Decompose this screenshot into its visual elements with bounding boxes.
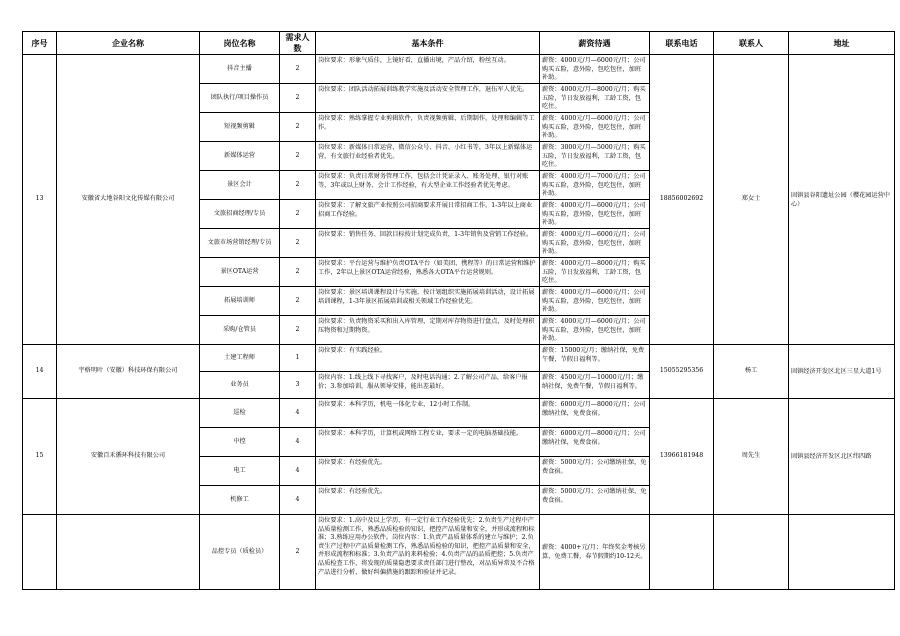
header-row xyxy=(23,32,895,55)
position-cell: 拓展培训师 xyxy=(200,287,280,316)
phone-cell: 13966181948 xyxy=(650,399,714,515)
requirements-cell: 岗位要求：熟练掌握专业剪辑软件，负责视频剪辑、后期制作，处理和编辑等工作。 xyxy=(316,113,540,142)
table-row xyxy=(23,55,895,84)
header-position: 岗位名称 xyxy=(200,32,280,55)
company-name-cell: 安徽百禾循环科技有限公司 xyxy=(57,399,200,515)
requirements-cell: 岗位要求：景区培训课程设计与实施，按计划组织实施拓展培训活动，设计拓展培训课程，1-3年景区拓展培训或相关领域工作经验优先。 xyxy=(316,287,540,316)
contact-cell: 周先生 xyxy=(714,399,789,515)
header-address: 地址 xyxy=(789,32,895,55)
position-cell: 文旅市场营销经理/专员 xyxy=(200,229,280,258)
requirements-cell: 岗位要求：负责物资采买和出入库管理，定期对库存物资进行盘点，及时处理积压物资和过期物资。 xyxy=(316,316,540,345)
table-row xyxy=(23,515,895,590)
salary-cell: 薪资：6000元/月—8000元/月；公司缴纳社保，免费食宿。 xyxy=(540,428,650,457)
requirements-cell: 岗位要求：平台运营与维护负责OTA平台（如美团、携程等）的日常运营和维护工作，2年以上景区OTA运营经验，熟悉各大OTA平台运营规则。 xyxy=(316,258,540,287)
header-company: 企业名称 xyxy=(57,32,200,55)
phone-cell xyxy=(650,515,714,590)
requirements-cell: 岗位要求：本科学历，计算机或网络工程专业，要求一定的电脑基础技能。 xyxy=(316,428,540,457)
contact-cell: 杨工 xyxy=(714,345,789,399)
salary-cell: 薪资：5000元/月；公司缴纳社保，免费食宿。 xyxy=(540,457,650,486)
position-cell: 土建工程师 xyxy=(200,345,280,372)
header-seq: 序号 xyxy=(23,32,57,55)
salary-cell: 薪资：4000元/月—6000元/月；公司购买五险，意外险，包吃包住，加班补助。 xyxy=(540,55,650,84)
address-cell: 固镇经济开发区北区三星大道1号 xyxy=(789,345,895,399)
position-cell: 景区OTA运营 xyxy=(200,258,280,287)
requirements-cell: 岗位内容：1.线上线下寻找客户，及时电话沟通；2.了解公司产品，给客户报价；3.参加培训，服从领导安排，能出差最好。 xyxy=(316,372,540,399)
seq-cell: 13 xyxy=(23,55,57,345)
header-phone: 联系电话 xyxy=(650,32,714,55)
salary-cell: 薪资：4000元/月—6000元/月；公司购买五险，意外险，包吃包住，加班补助。 xyxy=(540,113,650,142)
count-cell: 2 xyxy=(280,316,316,345)
requirements-cell: 岗位要求：有实践经验。 xyxy=(316,345,540,372)
requirements-cell: 岗位要求：本科学历，机电一体化专业，12小时工作制。 xyxy=(316,399,540,428)
position-cell: 业务员 xyxy=(200,372,280,399)
company-name-cell: 宇格明叶（安徽）科技环保有限公司 xyxy=(57,345,200,399)
position-cell: 抖音主播 xyxy=(200,55,280,84)
position-cell: 新媒体运营 xyxy=(200,142,280,171)
count-cell: 2 xyxy=(280,200,316,229)
requirements-cell: 岗位要求：有经验优先。 xyxy=(316,457,540,486)
salary-cell: 薪资：4000元/月—6000元/月；公司购买五险，意外险，包吃包住，加班补助。 xyxy=(540,316,650,345)
count-cell: 4 xyxy=(280,428,316,457)
company-name-cell xyxy=(57,515,200,590)
salary-cell: 薪资：4000元/月—8000元/月；购买五险，节日发放福利，工龄工资，包吃住。 xyxy=(540,258,650,287)
position-cell: 文旅招商经理/专员 xyxy=(200,200,280,229)
requirements-cell: 岗位要求：新媒体日常运营，微信公众号、抖音、小红书等，3年以上新媒体运营，有文旅行业经验者优先。 xyxy=(316,142,540,171)
company-name-cell: 安徽省大地谷阳文化传媒有限公司 xyxy=(57,55,200,345)
count-cell: 2 xyxy=(280,171,316,200)
salary-cell: 薪资：15000元/月；缴纳社保，免费午餐，节假日福利等。 xyxy=(540,345,650,372)
count-cell: 2 xyxy=(280,287,316,316)
salary-cell: 薪资：4000元/月—8000元/月；购买五险，节日发放福利，工龄工资，包吃住。 xyxy=(540,84,650,113)
salary-cell: 薪资：4000元/月—7000元/月；公司购买五险，意外险，包吃包住，加班补助。 xyxy=(540,171,650,200)
salary-cell: 薪资：3000元/月—5000元/月；购买五险，节日发放福利，工龄工资，包吃住。 xyxy=(540,142,650,171)
requirements-cell: 岗位要求：1.高中及以上学历，有一定行业工作经验优先；2.负责生产过程中产品质量检测工作，熟悉品质检验的知识，把控产品质量和安全，并形成流程和标准；3.熟练应用办公软件。岗位内容：1.负责产品质量体系的建立与维护；2.负责生产过程中产品质量检测工作，熟悉品质检验的知识，把控产品质量和安全，并形成流程和标准；3.负责产品的来料检验；4.负责产品的品质把控；5.负责产品质检查工作，将发现的质量隐患要求责任部门进行整改，对品质异常及不合格产品进行分析，做好纠偏措施的跟踪和验证并记录。 xyxy=(316,515,540,590)
requirements-cell: 岗位要求：销售任务、回款目标按计划完成负责，1-3年销售及营销工作经验。 xyxy=(316,229,540,258)
count-cell: 2 xyxy=(280,229,316,258)
table-row xyxy=(23,399,895,428)
count-cell: 1 xyxy=(280,345,316,372)
header-contact: 联系人 xyxy=(714,32,789,55)
position-cell: 采购/仓管员 xyxy=(200,316,280,345)
header-salary: 薪资待遇 xyxy=(540,32,650,55)
requirements-cell: 岗位要求：了解文旅产业按照公司招商要求开展日常招商工作，1-3年以上商业招商工作经验。 xyxy=(316,200,540,229)
count-cell: 2 xyxy=(280,515,316,590)
table-row xyxy=(23,345,895,372)
salary-cell: 薪资：5000元/月；公司缴纳社保，免费食宿。 xyxy=(540,486,650,515)
salary-cell: 薪资：4000+元/月；年终奖金考核另算，免费工餐，春节假期约10-12天。 xyxy=(540,515,650,590)
seq-cell: 14 xyxy=(23,345,57,399)
requirements-cell: 岗位要求：形象气质佳，上镜好看，直播出境，产品介绍，粉丝互动。 xyxy=(316,55,540,84)
header-requirements: 基本条件 xyxy=(316,32,540,55)
count-cell: 3 xyxy=(280,372,316,399)
contact-cell: 郑女士 xyxy=(714,55,789,345)
salary-cell: 薪资：4500元/月—10000元/月；缴纳社保，免费午餐，节假日福利等。 xyxy=(540,372,650,399)
count-cell: 2 xyxy=(280,113,316,142)
salary-cell: 薪资：4000元/月—6000元/月；公司购买五险，意外险，包吃包住，加班补助。 xyxy=(540,287,650,316)
address-cell: 固镇县谷阳遗址公园（樱花园运营中心） xyxy=(789,55,895,345)
count-cell: 4 xyxy=(280,457,316,486)
count-cell: 4 xyxy=(280,399,316,428)
count-cell: 2 xyxy=(280,142,316,171)
salary-cell: 薪资：4000元/月—6000元/月；公司购买五险，意外险，包吃包住，加班补助。 xyxy=(540,200,650,229)
header-count: 需求人数 xyxy=(280,32,316,55)
address-cell xyxy=(789,515,895,590)
salary-cell: 薪资：4000元/月—6000元/月；公司购买五险，意外险，包吃包住，加班补助。 xyxy=(540,229,650,258)
requirements-cell: 岗位要求：有经验优先。 xyxy=(316,486,540,515)
count-cell: 2 xyxy=(280,258,316,287)
seq-cell xyxy=(23,515,57,590)
job-table xyxy=(22,31,895,590)
contact-cell xyxy=(714,515,789,590)
phone-cell: 18856002692 xyxy=(650,55,714,345)
count-cell: 2 xyxy=(280,84,316,113)
position-cell: 中控 xyxy=(200,428,280,457)
position-cell: 团队执行/项目操作员 xyxy=(200,84,280,113)
position-cell: 电工 xyxy=(200,457,280,486)
position-cell: 景区会计 xyxy=(200,171,280,200)
count-cell: 4 xyxy=(280,486,316,515)
requirements-cell: 岗位要求：团队活动拓展训练教学实施及活动安全管理工作，退伍军人优先。 xyxy=(316,84,540,113)
phone-cell: 15055295356 xyxy=(650,345,714,399)
address-cell: 固镇县经济开发区北区纬四路 xyxy=(789,399,895,515)
seq-cell: 15 xyxy=(23,399,57,515)
position-cell: 巡检 xyxy=(200,399,280,428)
salary-cell: 薪资：6000元/月—8000元/月；公司缴纳社保，免费食宿。 xyxy=(540,399,650,428)
requirements-cell: 岗位要求：负责日常财务管理工作，包括会计凭证录入、账务处理、银行对账等，3年或以上财务、会计工作经验，有大型企业工作经验者优先考虑。 xyxy=(316,171,540,200)
position-cell: 机修工 xyxy=(200,486,280,515)
position-cell: 品控专员（质检员） xyxy=(200,515,280,590)
count-cell: 2 xyxy=(280,55,316,84)
position-cell: 短视频剪辑 xyxy=(200,113,280,142)
